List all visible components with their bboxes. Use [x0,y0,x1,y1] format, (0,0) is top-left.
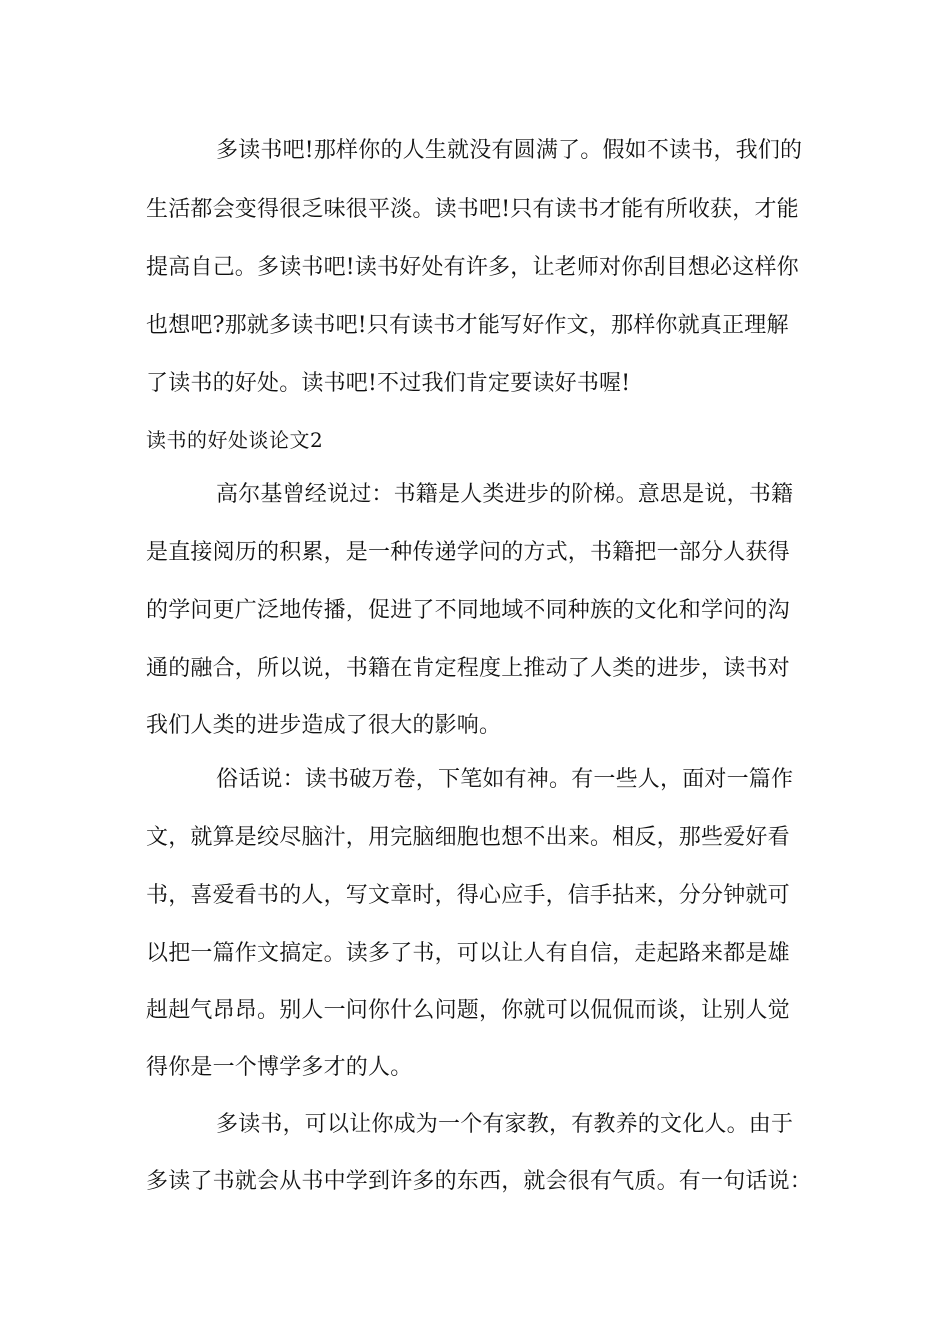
paragraph-2-line-2: 是直接阅历的积累，是一种传递学问的方式，书籍把一部分人获得 [146,540,790,565]
paragraph-1-line-3: 提高自己。多读书吧!读书好处有许多，让老师对你刮目想必这样你 [146,255,799,280]
paragraph-3-line-5: 赳赳气昂昂。别人一问你什么问题，你就可以侃侃而谈，让别人觉 [146,998,790,1023]
paragraph-4-line-2: 多读了书就会从书中学到许多的东西，就会很有气质。有一句话说： [146,1169,813,1194]
paragraph-3-line-3: 书，喜爱看书的人，写文章时，得心应手，信手拈来，分分钟就可 [146,883,790,908]
paragraph-2-line-1: 高尔基曾经说过：书籍是人类进步的阶梯。意思是说，书籍 [216,482,794,507]
paragraph-1-line-4: 也想吧?那就多读书吧!只有读书才能写好作文，那样你就真正理解 [146,313,789,338]
paragraph-4-line-1: 多读书，可以让你成为一个有家教，有教养的文化人。由于 [216,1112,794,1137]
paragraph-3-line-6: 得你是一个博学多才的人。 [146,1055,413,1080]
section-heading: 读书的好处谈论文2 [146,428,324,452]
paragraph-3-line-2: 文，就算是绞尽脑汁，用完脑细胞也想不出来。相反，那些爱好看 [146,825,790,850]
paragraph-3-line-1: 俗话说：读书破万卷，下笔如有神。有一些人，面对一篇作 [216,767,794,792]
paragraph-2-line-3: 的学问更广泛地传播，促进了不同地域不同种族的文化和学问的沟 [146,598,790,623]
paragraph-1-line-2: 生活都会变得很乏味很平淡。读书吧!只有读书才能有所收获，才能 [146,197,799,222]
paragraph-2-line-5: 我们人类的进步造成了很大的影响。 [146,713,502,738]
paragraph-1-line-5: 了读书的好处。读书吧!不过我们肯定要读好书喔! [146,371,631,396]
paragraph-1-line-1: 多读书吧!那样你的人生就没有圆满了。假如不读书，我们的 [216,138,803,163]
paragraph-3-line-4: 以把一篇作文搞定。读多了书，可以让人有自信，走起路来都是雄 [146,941,790,966]
paragraph-2-line-4: 通的融合，所以说，书籍在肯定程度上推动了人类的进步，读书对 [146,656,790,681]
